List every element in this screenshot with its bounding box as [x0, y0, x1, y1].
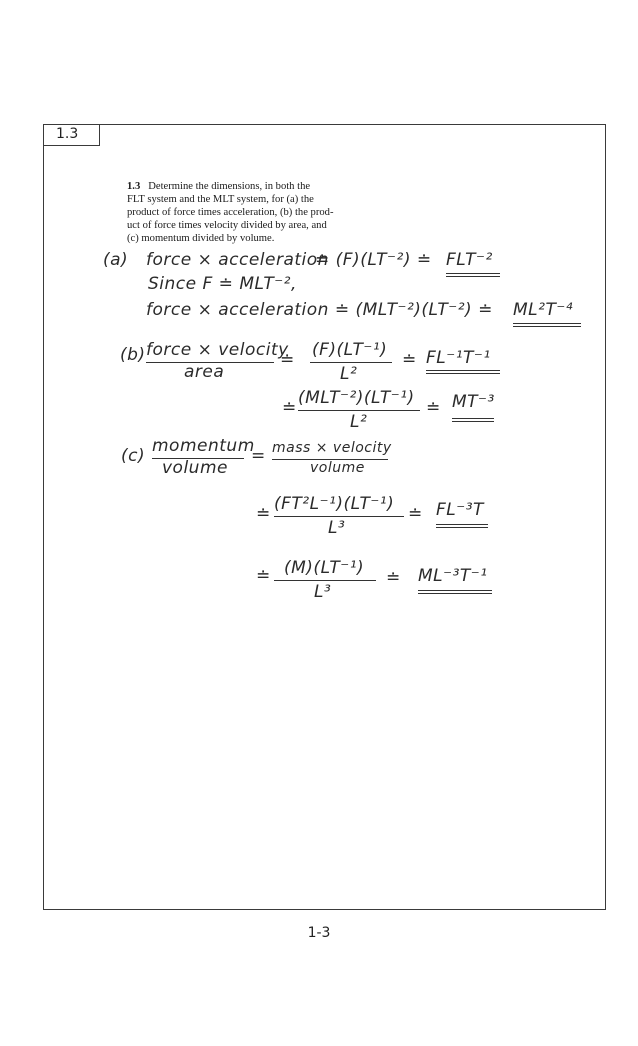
part-b-expr2-bar [298, 410, 420, 411]
part-b-result-2: MT⁻³ [452, 392, 495, 412]
part-c-result-1-underline [436, 524, 488, 525]
part-c-denominator: volume [162, 458, 228, 478]
part-c-expr3-num: (M)(LT⁻¹) [284, 558, 365, 578]
page-number: 1-3 [307, 925, 331, 941]
part-b-result-1: FL⁻¹T⁻¹ [426, 348, 491, 368]
part-b-denominator: area [184, 362, 225, 382]
part-c-label: (c) [121, 446, 146, 466]
part-a-result-1-underline-2 [446, 276, 500, 277]
part-c-result-1: FL⁻³T [436, 500, 484, 520]
problem-line-1: Determine the dimensions, in both the [148, 181, 311, 192]
part-c-eq-4: ≐ [256, 566, 271, 586]
part-c-result-2-underline [418, 590, 492, 591]
part-c-expr2-bar [274, 516, 404, 517]
part-c-eq-1: = [251, 446, 266, 466]
part-b-expr2-den: L² [350, 412, 368, 432]
problem-statement [127, 180, 349, 245]
part-c-expr1-num: mass × velocity [272, 440, 392, 456]
part-a-line1-lhs: force × acceleration [146, 250, 329, 270]
part-a-label: (a) [103, 250, 129, 270]
part-b-result-1-underline [426, 370, 500, 371]
part-b-result-1-underline-2 [426, 373, 500, 374]
problem-line-3: product of force times acceleration, (b) the prod- [127, 207, 334, 219]
part-c-eq-5: ≐ [386, 568, 401, 588]
part-c-expr1-den: volume [310, 460, 365, 476]
part-b-result-2-underline-2 [452, 421, 494, 422]
part-c-eq-2: ≐ [256, 504, 271, 524]
part-c-expr3-bar [274, 580, 376, 581]
problem-line-4: uct of force times velocity divided by area, and [127, 220, 327, 232]
problem-number: 1.3 [127, 181, 141, 192]
part-a-result-2-underline-2 [513, 326, 581, 327]
part-b-eq-3: ≐ [282, 398, 297, 418]
part-b-eq-4: ≐ [426, 398, 441, 418]
part-a-line2: Since F ≐ MLT⁻², [148, 274, 297, 294]
part-a-result-1-underline [446, 273, 500, 274]
part-c-result-1-underline-2 [436, 527, 488, 528]
part-c-expr2-num: (FT²L⁻¹)(LT⁻¹) [274, 494, 395, 514]
part-b-eq-1: ≐ [280, 350, 295, 370]
part-a-result-2: ML²T⁻⁴ [513, 300, 574, 320]
part-c-result-2-underline-2 [418, 593, 492, 594]
part-b-expr1-bar [310, 362, 392, 363]
part-b-expr1-den: L² [340, 364, 358, 384]
problem-tab-label: 1.3 [43, 124, 100, 146]
part-b-label: (b) [120, 345, 146, 365]
part-b-result-2-underline [452, 418, 494, 419]
part-c-eq-3: ≐ [408, 504, 423, 524]
problem-line-5: (c) momentum divided by volume. [127, 233, 275, 245]
part-a-line1-rhs: ≐ (F)(LT⁻²) ≐ [315, 250, 432, 270]
part-a-result-2-underline [513, 323, 581, 324]
part-b-expr1-num: (F)(LT⁻¹) [312, 340, 388, 360]
part-a-line3: force × acceleration ≐ (MLT⁻²)(LT⁻²) ≐ [146, 300, 493, 320]
part-c-numerator: momentum [152, 436, 255, 456]
part-c-expr2-den: L³ [328, 518, 346, 538]
problem-line-2: FLT system and the MLT system, for (a) the [127, 194, 314, 206]
part-c-result-2: ML⁻³T⁻¹ [418, 566, 488, 586]
part-b-expr2-num: (MLT⁻²)(LT⁻¹) [298, 388, 415, 408]
part-b-numerator: force × velocity [146, 340, 289, 360]
part-b-eq-2: ≐ [402, 350, 417, 370]
part-c-expr3-den: L³ [314, 582, 332, 602]
part-a-result-1: FLT⁻² [446, 250, 493, 270]
